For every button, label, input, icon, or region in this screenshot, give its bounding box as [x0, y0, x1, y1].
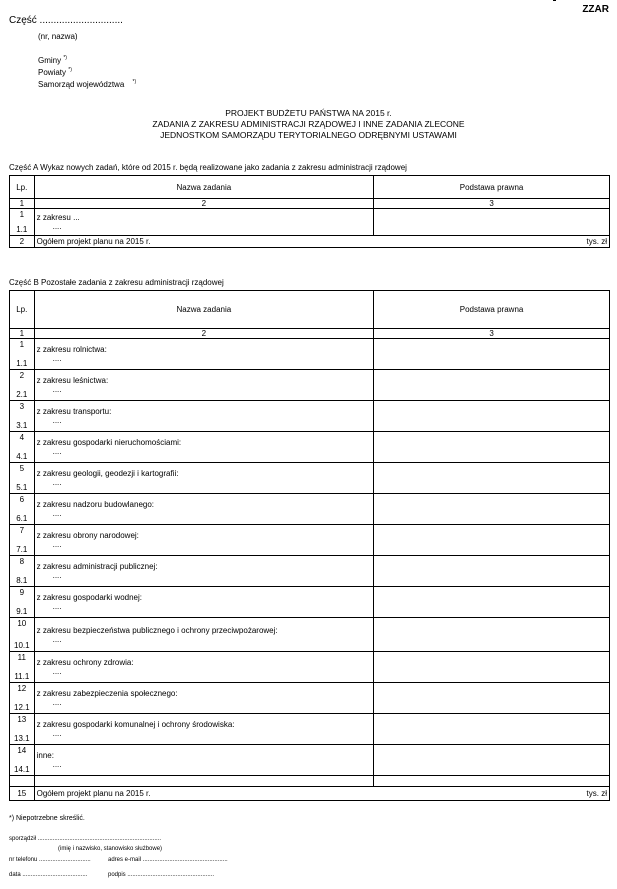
prepared-by-field: sporządził ..........................................................................: [9, 836, 162, 842]
row-name: z zakresu gospodarki komunalnej i ochrony środowiska:: [36, 720, 235, 729]
row-name: z zakresu rolnictwa:: [36, 345, 107, 354]
row-dots: ....: [52, 509, 62, 518]
basis-cell: [374, 652, 610, 683]
level-powiaty: [38, 68, 72, 77]
row-subnumber: 1.1: [16, 359, 28, 368]
column-number-row: [10, 329, 610, 339]
row-number: 4: [19, 433, 25, 442]
row-number: 1: [19, 340, 25, 349]
table-row: [10, 463, 610, 494]
row-number: 12: [17, 684, 27, 693]
col-number: 2: [34, 199, 373, 209]
row-number: 2: [10, 236, 35, 248]
section-a-label: Część A Wykaz nowych zadań, które od 2015 r. będą realizowane jako zadania z zakresu administracji rządowej: [9, 163, 407, 172]
column-number-row: [10, 199, 610, 209]
table-row: [10, 401, 610, 432]
table-row: [10, 339, 610, 370]
basis-cell: [374, 494, 610, 525]
basis-cell: [374, 683, 610, 714]
row-name: z zakresu leśnictwa:: [36, 376, 109, 385]
row-number: 6: [19, 495, 25, 504]
col-basis: Podstawa prawna: [374, 291, 610, 329]
level-label: Gminy: [38, 56, 62, 65]
col-number: 2: [34, 329, 373, 339]
basis-cell: [374, 745, 610, 776]
table-header-row: [10, 176, 610, 199]
table-row: [10, 618, 610, 652]
row-subnumber: 9.1: [16, 607, 28, 616]
basis-cell: [374, 339, 610, 370]
table-row: [10, 556, 610, 587]
row-number: 14: [17, 746, 27, 755]
basis-cell: [374, 556, 610, 587]
title-line-2: ZADANIA Z ZAKRESU ADMINISTRACJI RZĄDOWEJ I INNE ZADANIA ZLECONE: [152, 119, 465, 129]
row-number: 11: [17, 653, 26, 662]
col-lp: Lp.: [10, 291, 35, 329]
signature-field: podpis ....................................................: [108, 872, 215, 878]
row-number: 15: [10, 787, 35, 801]
section-b-table: [9, 290, 610, 801]
table-row: [10, 525, 610, 556]
row-subnumber: 14.1: [14, 765, 30, 774]
total-unit: tys. zł: [586, 789, 607, 798]
table-row: [10, 745, 610, 776]
basis-cell: [374, 432, 610, 463]
level-label: Samorząd województwa: [38, 80, 125, 89]
total-row: [10, 787, 610, 801]
row-name: z zakresu transportu:: [36, 407, 112, 416]
row-name: z zakresu geologii, geodezji i kartografii:: [36, 469, 179, 478]
col-number: 1: [10, 199, 35, 209]
row-number: 10: [17, 619, 27, 628]
basis-cell: [374, 401, 610, 432]
row-name: z zakresu administracji publicznej:: [36, 562, 158, 571]
phone-field: nr telefonu ...............................: [9, 857, 91, 863]
row-dots: ....: [52, 385, 62, 394]
row-number: 9: [19, 588, 25, 597]
row-subnumber: 5.1: [16, 483, 28, 492]
row-dots: ....: [52, 416, 62, 425]
row-name: z zakresu gospodarki wodnej:: [36, 593, 142, 602]
table-row: [10, 714, 610, 745]
row-dots: ....: [52, 634, 62, 644]
table-row: [10, 587, 610, 618]
footnote-mark: *): [68, 67, 72, 73]
row-dots: ....: [52, 602, 62, 611]
basis-cell: [374, 209, 610, 236]
table-row: [10, 683, 610, 714]
table-row: [10, 432, 610, 463]
row-dots: ....: [52, 540, 62, 549]
section-a-table: [9, 175, 610, 248]
footnote: *) Niepotrzebne skreślić.: [9, 815, 85, 822]
level-label: Powiaty: [38, 68, 67, 77]
date-field: data .......................................: [9, 872, 88, 878]
row-name: z zakresu ochrony zdrowia:: [36, 658, 134, 667]
row-number: 3: [19, 402, 25, 411]
row-dots: ....: [52, 760, 62, 769]
col-number: 1: [10, 329, 35, 339]
row-number: 7: [19, 526, 25, 535]
row-number: 1: [19, 210, 25, 219]
row-name: z zakresu gospodarki nieruchomościami:: [36, 438, 182, 447]
total-unit: tys. zł: [586, 237, 607, 246]
prepared-by-hint: (imię i nazwisko, stanowisko służbowe): [58, 846, 163, 852]
table-row: [10, 209, 610, 236]
row-number: 8: [19, 557, 25, 566]
table-row: [10, 494, 610, 525]
row-name: z zakresu ...: [36, 213, 80, 222]
row-name: z zakresu bezpieczeństwa publicznego i ochrony przeciwpożarowej:: [36, 625, 278, 635]
row-subnumber: 8.1: [16, 576, 28, 585]
basis-cell: [374, 370, 610, 401]
row-subnumber: 2.1: [16, 390, 28, 399]
row-name: z zakresu obrony narodowej:: [36, 531, 139, 540]
row-number: 2: [19, 371, 25, 380]
footnote-mark: *): [132, 79, 137, 85]
row-dots: ....: [52, 698, 62, 707]
level-gminy: [38, 56, 67, 65]
row-number: 5: [19, 464, 25, 473]
row-subnumber: 6.1: [16, 514, 28, 523]
row-subnumber: 7.1: [16, 545, 28, 554]
table-row: [10, 652, 610, 683]
row-subnumber: 10.1: [14, 641, 30, 650]
basis-cell: [374, 463, 610, 494]
corner-mark: [553, 0, 556, 1]
table-row: [10, 370, 610, 401]
row-subnumber: 1.1: [16, 225, 28, 234]
row-subnumber: 12.1: [14, 703, 30, 712]
basis-cell: [374, 525, 610, 556]
col-number: 3: [374, 199, 610, 209]
row-dots: ....: [52, 447, 62, 456]
row-dots: ....: [52, 354, 62, 363]
col-lp: Lp.: [10, 176, 35, 199]
row-dots: ....: [52, 571, 62, 580]
row-number: 13: [17, 715, 27, 724]
part-field: Część ..............................: [9, 15, 123, 26]
row-name: z zakresu zabezpieczenia społecznego:: [36, 689, 178, 698]
total-row: [10, 236, 610, 248]
total-label: Ogółem projekt planu na 2015 r.: [36, 789, 151, 798]
row-dots: ....: [52, 729, 62, 738]
row-subnumber: 4.1: [16, 452, 28, 461]
spacer-row: [10, 776, 610, 787]
basis-cell: [374, 714, 610, 745]
email-field: adres e-mail ...................................................: [108, 857, 228, 863]
row-subnumber: 3.1: [16, 421, 28, 430]
title-line-3: JEDNOSTKOM SAMORZĄDU TERYTORIALNEGO ODRĘBNYMI USTAWAMI: [160, 130, 457, 140]
row-dots: ....: [52, 222, 62, 231]
col-basis: Podstawa prawna: [374, 176, 610, 199]
col-name: Nazwa zadania: [34, 291, 373, 329]
basis-cell: [374, 587, 610, 618]
row-dots: ....: [52, 667, 62, 676]
section-b-label: Część B Pozostałe zadania z zakresu administracji rządowej: [9, 278, 224, 287]
col-name: Nazwa zadania: [34, 176, 373, 199]
basis-cell: [374, 618, 610, 652]
title-line-1: PROJEKT BUDŻETU PAŃSTWA NA 2015 r.: [225, 108, 392, 118]
form-code: ZZAR: [582, 4, 609, 15]
total-label: Ogółem projekt planu na 2015 r.: [36, 237, 151, 246]
footnote-mark: *): [63, 55, 67, 61]
row-subnumber: 11.1: [14, 672, 30, 681]
level-wojewodztwo: [38, 80, 136, 89]
row-dots: ....: [52, 478, 62, 487]
row-name: inne:: [36, 751, 54, 760]
col-number: 3: [374, 329, 610, 339]
row-subnumber: 13.1: [14, 734, 30, 743]
part-hint: (nr, nazwa): [38, 32, 78, 41]
table-header-row: [10, 291, 610, 329]
row-name: z zakresu nadzoru budowlanego:: [36, 500, 155, 509]
